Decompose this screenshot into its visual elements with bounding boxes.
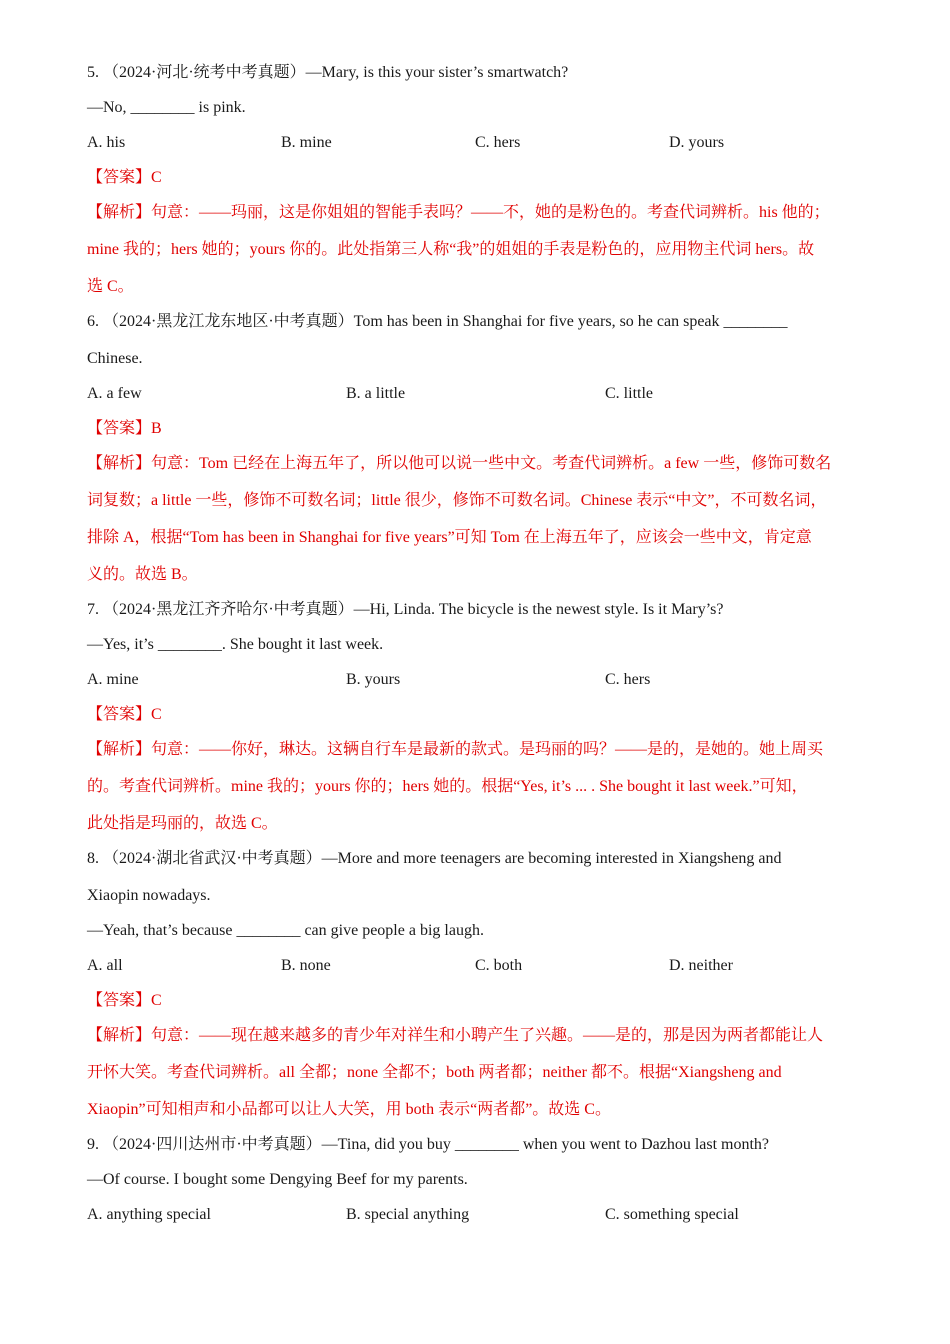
question-7-analysis-line: 【解析】句意：——你好，琳达。这辆自行车是最新的款式。是玛丽的吗？——是的，是她的。她上周买 [87, 741, 824, 758]
question-5-analysis-line: 【解析】句意：——玛丽，这是你姐姐的智能手表吗？——不，她的是粉色的。考查代词辨析。his 他的； [87, 204, 830, 221]
question-6-option-c: C. little [605, 385, 653, 402]
question-8-stem: Xiaopin nowadays. [87, 887, 211, 904]
question-6-analysis-line: 【解析】句意：Tom 已经在上海五年了，所以他可以说一些中文。考查代词辨析。a few 一些，修饰可数名 [87, 455, 832, 472]
question-8-analysis-line: 【解析】句意：——现在越来越多的青少年对祥生和小聘产生了兴趣。——是的，那是因为两者都能让人 [87, 1027, 824, 1044]
question-6-stem: Chinese. [87, 350, 143, 367]
question-6-answer: 【答案】B [87, 420, 162, 437]
question-8-answer: 【答案】C [87, 992, 162, 1009]
question-6-analysis-line: 义的。故选 B。 [87, 566, 198, 583]
question-6-analysis-line: 词复数；a little 一些，修饰不可数名词；little 很少，修饰不可数名词。Chinese 表示“中文”，不可数名词， [87, 492, 827, 509]
question-5-option-b: B. mine [281, 134, 332, 151]
question-9-stem: —Of course. I bought some Dengying Beef for my parents. [87, 1171, 468, 1188]
question-9-option-c: C. something special [605, 1206, 739, 1223]
question-8-analysis-line: 开怀大笑。考查代词辨析。all 全都；none 全都不；both 两者都；neither 都不。根据“Xiangsheng and [87, 1064, 782, 1081]
question-8-stem: —Yeah, that’s because ________ can give people a big laugh. [87, 922, 484, 939]
question-5-stem: —No, ________ is pink. [87, 99, 246, 116]
question-6-option-b: B. a little [346, 385, 406, 402]
question-7-option-a: A. mine [87, 671, 139, 688]
question-5-analysis-line: 选 C。 [87, 278, 134, 295]
question-5-answer: 【答案】C [87, 169, 162, 186]
question-6-option-a: A. a few [87, 385, 142, 402]
question-9-header: 9. （2024·四川达州市·中考真题）—Tina, did you buy ________ when you went to Dazhou last month? [87, 1136, 770, 1153]
question-8-header: 8. （2024·湖北省武汉·中考真题）—More and more teenagers are becoming interested in Xiangsheng and [87, 850, 782, 867]
question-8-option-d: D. neither [669, 957, 733, 974]
question-5-analysis-line: mine 我的；hers 她的；yours 你的。此处指第三人称“我”的姐姐的手表是粉色的，应用物主代词 hers。故 [87, 241, 815, 258]
question-8-option-b: B. none [281, 957, 331, 974]
question-8-option-a: A. all [87, 957, 123, 974]
question-7-stem: —Yes, it’s ________. She bought it last week. [87, 636, 384, 653]
question-5-header: 5. （2024·河北·统考中考真题）—Mary, is this your sister’s smartwatch? [87, 64, 569, 81]
question-9-option-b: B. special anything [346, 1206, 470, 1223]
question-5-option-a: A. his [87, 134, 126, 151]
question-7-header: 7. （2024·黑龙江齐齐哈尔·中考真题）—Hi, Linda. The bicycle is the newest style. Is it Mary’s? [87, 601, 724, 618]
question-8-option-c: C. both [475, 957, 523, 974]
question-7-option-b: B. yours [346, 671, 401, 688]
question-7-analysis-line: 此处指是玛丽的，故选 C。 [87, 815, 278, 832]
question-9-option-a: A. anything special [87, 1206, 211, 1223]
question-7-option-c: C. hers [605, 671, 651, 688]
question-8-analysis-line: Xiaopin”可知相声和小品都可以让人大笑，用 both 表示“两者都”。故选 C。 [87, 1101, 611, 1118]
question-6-header: 6. （2024·黑龙江龙东地区·中考真题）Tom has been in Shanghai for five years, so he can speak ________ [87, 313, 788, 330]
question-6-analysis-line: 排除 A，根据“Tom has been in Shanghai for five years”可知 Tom 在上海五年了，应该会一些中文，肯定意 [87, 529, 812, 546]
question-5-option-c: C. hers [475, 134, 521, 151]
question-5-option-d: D. yours [669, 134, 725, 151]
question-7-answer: 【答案】C [87, 706, 162, 723]
question-7-analysis-line: 的。考查代词辨析。mine 我的；yours 你的；hers 她的。根据“Yes, it’s ... . She bought it last week.”可知， [87, 778, 808, 795]
